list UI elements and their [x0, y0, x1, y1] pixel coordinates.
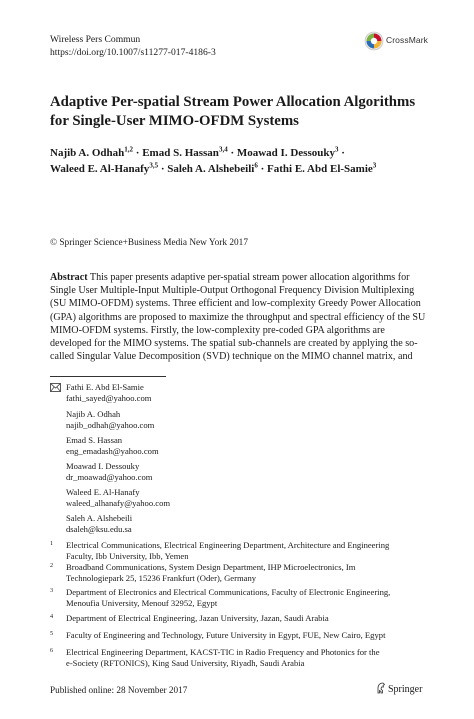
copyright-notice: © Springer Science+Business Media New York 2017: [50, 238, 248, 248]
contact-entry: [66, 435, 159, 457]
author-name[interactable]: Saleh A. Alshebeili: [167, 163, 255, 175]
crossmark-badge[interactable]: [364, 31, 426, 51]
abstract-label: Abstract: [50, 272, 88, 283]
author-separator: ·: [227, 147, 237, 159]
author-affil-sup: 3: [334, 145, 339, 154]
journal-header: [50, 34, 216, 59]
author-name[interactable]: Najib A. Odhah: [50, 147, 125, 159]
author-name[interactable]: Moawad I. Dessouky: [236, 147, 335, 159]
abstract-text: This paper presents adaptive per-spatial stream power allocation algorithms for Single User Multiple-Input Multiple-Output Orthogonal Frequency Division Multiplexing (SU MIMO-OFDM) systems. Three efficient and low-complexity Greedy Power Allocation (GPA) algorithms are proposed to maximize the throughput and spectral efficiency of the SU MIMO-OFDM systems. Firstly, the low-complexity pre-coded GPA algorithms are developed for the MIMO systems. The spatial sub-channels are created by applying the so-called Singular Value Decomposition (SVD) technique on the MIMO channel matrix, and: [50, 272, 426, 363]
contact-name: Saleh A. Alshebeili: [66, 513, 133, 523]
affiliation-text: Electrical Engineering Department, KACST-TIC in Radio Frequency and Photonics for the: [66, 647, 380, 657]
author-affil-sup: 1,2: [124, 145, 134, 154]
author-separator: ·: [257, 163, 268, 175]
author-name[interactable]: Fathi E. Abd El-Samie: [267, 163, 373, 175]
contact-email[interactable]: najib_odhah@yahoo.com: [66, 420, 155, 430]
author-affil-sup: 3,4: [218, 145, 228, 154]
author-list: [50, 145, 440, 177]
affiliation-text: Department of Electronics and Electrical Communications, Faculty of Electronic Engineering,: [66, 587, 391, 597]
author-name[interactable]: Waleed E. Al-Hanafy: [50, 163, 150, 175]
affiliation-number: 2: [50, 562, 54, 569]
contact-name: Moawad I. Dessouky: [66, 461, 140, 471]
footnote-divider: [50, 376, 166, 377]
author-name[interactable]: Emad S. Hassan: [142, 147, 219, 159]
author-line-2: [50, 161, 440, 177]
springer-horse-icon: [376, 682, 386, 694]
affiliation-text: Faculty of Engineering and Technology, Future University in Egypt, FUE, New Cairo, Egypt: [66, 630, 386, 640]
contact-email[interactable]: dr_moawad@yahoo.com: [66, 472, 153, 482]
contact-name: Najib A. Odhah: [66, 409, 121, 419]
affiliation-text: Electrical Communications, Electrical Engineering Department, Architecture and Engineering: [66, 540, 390, 550]
affiliation-number: 5: [50, 630, 54, 637]
affiliation-text: Department of Electrical Engineering, Jazan University, Jazan, Saudi Arabia: [66, 613, 329, 623]
author-affil-sup: 3,5: [149, 161, 159, 170]
author-affil-sup: 3: [372, 161, 377, 170]
affiliation-text: Menoufia University, Menouf 32952, Egypt: [66, 598, 218, 608]
abstract-section: [50, 271, 428, 363]
author-line-1: [50, 145, 440, 161]
journal-name: Wireless Pers Commun: [50, 34, 141, 45]
author-separator: ·: [338, 147, 345, 159]
crossmark-icon: [364, 31, 384, 51]
publisher-logo: [376, 682, 422, 695]
publisher-name: Springer: [388, 684, 423, 695]
contact-name: Waleed E. Al-Hanafy: [66, 487, 140, 497]
affiliation-number: 6: [50, 647, 54, 654]
contact-name: Emad S. Hassan: [66, 435, 123, 445]
affiliation-text: e-Society (RFTONICS), King Saud University, Riyadh, Saudi Arabia: [66, 658, 305, 668]
affiliation-number: 4: [50, 613, 54, 620]
doi-link[interactable]: https://doi.org/10.1007/s11277-017-4186-3: [50, 46, 216, 58]
contact-entry: [66, 409, 154, 431]
contact-email[interactable]: eng_emadash@yahoo.com: [66, 446, 159, 456]
paper-title: Adaptive Per-spatial Stream Power Allocation Algorithms for Single-User MIMO-OFDM Systems: [50, 94, 416, 129]
crossmark-label: CrossMark: [386, 35, 428, 45]
author-separator: ·: [158, 163, 168, 175]
contact-email[interactable]: waleed_alhanafy@yahoo.com: [66, 498, 171, 508]
contact-name: Fathi E. Abd El-Samie: [66, 382, 144, 392]
contact-email[interactable]: fathi_sayed@yahoo.com: [66, 393, 152, 403]
author-separator: ·: [133, 147, 143, 159]
published-date: Published online: 28 November 2017: [50, 685, 188, 695]
author-affil-sup: 6: [254, 161, 258, 170]
affiliation-number: 1: [50, 540, 54, 547]
contact-email[interactable]: dsaleh@ksu.edu.sa: [66, 524, 132, 534]
contact-entry: [66, 487, 170, 509]
affiliation-text: Technologiepark 25, 15236 Frankfurt (Oder), Germany: [66, 573, 257, 583]
affiliation-text: Broadband Communications, System Design Department, IHP Microelectronics, Im: [66, 562, 356, 572]
affiliation-number: 3: [50, 587, 54, 594]
envelope-icon: [50, 383, 61, 392]
contact-entry: [66, 461, 152, 483]
affiliation-text: Faculty, Ibb University, Ibb, Yemen: [66, 551, 189, 561]
corresponding-author: [66, 382, 151, 404]
contact-entry: [66, 513, 132, 535]
